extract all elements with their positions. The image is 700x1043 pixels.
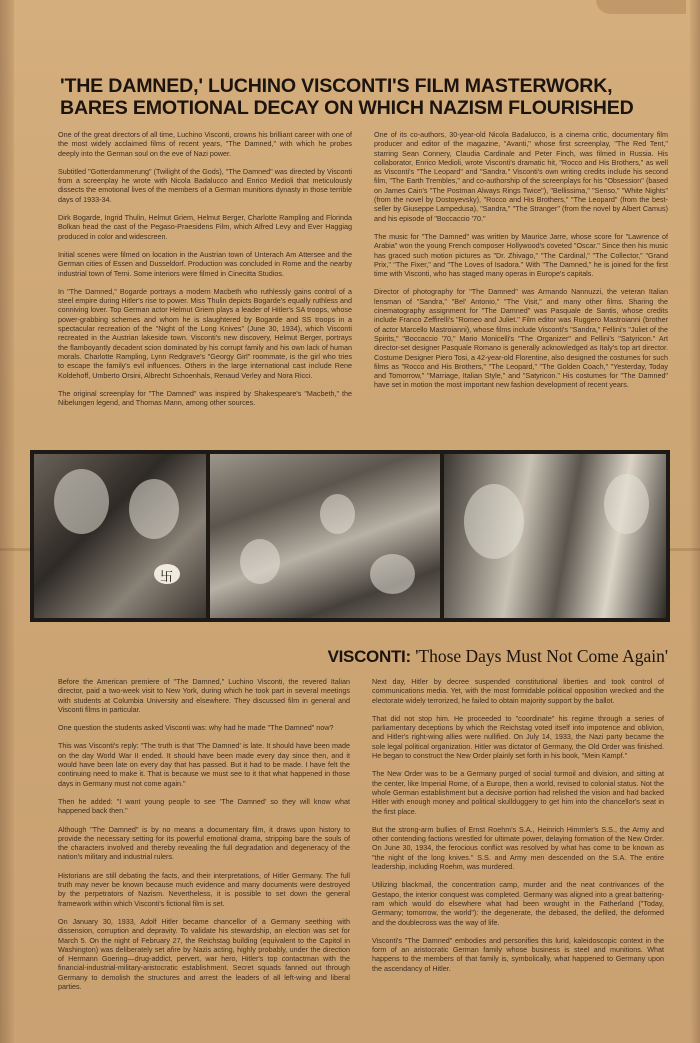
paragraph: But the strong-arm bullies of Ernst Roehm's S.A., Heinrich Himmler's S.S., the Army and other contending factions wrestled for ultimate power, delaying formation of the New Order. On June 30, 1934, the ferocious conflict was resolved by what has come to be known as "the night of the long knives." S.S. and Army men descended on the S.A. The entire leadership, including Roehm, was murdered. xyxy=(372,824,664,872)
paragraph: Subtitled "Gotterdammerung" (Twilight of the Gods), "The Damned" was directed by Visconti from a screenplay he wrote with Nicola Badalucco and Enrico Medioli that meticulously dissects the emotional lives of the members of a German munitions dynasty in those terrible days of 1933-34. xyxy=(58,166,352,204)
bottom-right-column xyxy=(372,677,664,997)
paragraph: Director of photography for "The Damned" was Armando Nannuzzi, the veteran Italian lensman of "Sandra," "Bel' Antonio," "The Visit," and many other films. Sharing the cinematography assignment for "The Damned" was Pasquale de Santis, whose credits include Franco Zeffirelli's "Romeo and Juliet." Film editor was Ruggero Mastroianni (brother of actor Marcello Mastroianni), whose films include Visconti's "Sandra," Fellini's "Juliet of the Spirits," "Boccaccio '70," Mario Monicelli's "The Organizer" and Fellini's "Satyricon." Art director-set designer Pasquale Romano is generally acknowledged as Italy's top art director. Costume Designer Piero Tosi, a 42-year-old Florentine, also designed the costumes for such films as "Rocco and His Brothers," "The Leopard," "The Golden Coach," "Yesterday, Today and Tomorrow," "Marriage, Italian Style," and "Satyricon." His costumes for "The Damned" have set in motion the most important new fashion development of recent years. xyxy=(374,287,668,390)
subheadline-bold: VISCONTI: xyxy=(327,647,416,666)
paragraph: Utilizing blackmail, the concentration camp, murder and the neat contrivances of the Gestapo, the interior conquest was completed. Germany was aligned into a great battering-ram which would do elsewhere what had been wrought in the Fatherland ("Today, Germany; tomorrow, the world"): the degenerate, the debased, the defiled, the deformed and the doublecross was the way of life. xyxy=(372,880,664,927)
paragraph: The New Order was to be a Germany purged of social turmoil and division, and sitting at the center, like Imperial Rome, of a Europe, then a world, revised to colonial status. Not the whole German establishment but a decisive portion had relished the vision and had backed Hitler with enough money and political skullduggery to get him into the chancellor's seat in the first place. xyxy=(372,769,664,816)
torn-corner xyxy=(596,0,686,14)
film-stills-strip xyxy=(30,450,670,622)
film-still-couple xyxy=(34,454,206,618)
paragraph: Dirk Bogarde, Ingrid Thulin, Helmut Griem, Helmut Berger, Charlotte Rampling and Florinda Bolkan head the cast of the Pegaso-Praesidens Film, which Alfred Levy and Ever Haggiag produced in color and widescreen. xyxy=(58,213,352,241)
paragraph: Historians are still debating the facts, and their interpretations, of Hitler Germany. The full truth may never be known because much evidence and many documents were destroyed by the perpetrators of Nazism. Nevertheless, it is possible to set down the general framework within which Visconti's fictional film is set. xyxy=(58,870,350,908)
paragraph: One of the great directors of all time, Luchino Visconti, crowns his brilliant career with one of the most widely acclaimed films of recent years, "The Damned," with which he probes deeply into the German soul on the eve of Nazi power. xyxy=(58,130,352,158)
film-still-portrait xyxy=(444,454,666,618)
paragraph: The original screenplay for "The Damned" was inspired by Shakespeare's "Macbeth," the Nibelungen legend, and Thomas Mann, among other sources. xyxy=(58,388,352,408)
paragraph: Before the American premiere of "The Damned," Luchino Visconti, the revered Italian director, paid a two-week visit to New York, during which he took part in several meetings with students at Columbia University and elsewhere. They discussed film in general and Visconti films in particular. xyxy=(58,677,350,714)
paragraph: Visconti's "The Damned" embodies and personifies this lurid, kaleidoscopic context in the form of an aristocratic German family whose business is steel and munitions. What happens to the members of that family is, symbolically, what happened to Germany upon the ascendancy of Hitler. xyxy=(372,935,664,973)
paragraph: Next day, Hitler by decree suspended constitutional liberties and took control of communications media. Yet, with the most formidable political opposition wrecked and the electorate widely terrorized, he failed to obtain majority support by the ballot. xyxy=(372,677,664,705)
paragraph: Initial scenes were filmed on location in the Austrian town of Unterach Am Attersee and the German cities of Essen and Dusseldorf. Production was concluded in Rome and the nearby industrial town of Terni. Some interiors were filmed in Cinecitta Studios. xyxy=(58,249,352,278)
paper-left-edge xyxy=(0,0,14,1043)
paragraph: The music for "The Damned" was written by Maurice Jarre, whose score for "Lawrence of Arabia" won the young French composer Hollywood's coveted "Oscar." Since then his music has graced such motion pictures as "Dr. Zhivago," "The Cardinal," "The Collector," "Grand Prix," "The Fixer," and "The Loves of Isadora." With "The Damned," he is joined for the first time with Visconti, who has staged many operas in Europe's capitals. xyxy=(374,231,668,279)
paragraph: One of its co-authors, 30-year-old Nicola Badalucco, is a cinema critic, documentary film producer and editor of the magazine, "Avanti," whose first screenplay, "The Red Tent," starring Sean Connery, Claudia Cardinale and Peter Finch, was filmed in Russia. His collaborator, Enrico Medioli, wrote Visconti's dramatic hit, "Rocco and His Brothers," as well as Visconti's "The Leopard" and "Sandra." Visconti's own writing credits include his second film, "The Earth Trembles," and co-authorship of the screenplays for his "Obsession" (based on James Cain's "The Postman Always Rings Twice"), "Bellissima," "Senso," "White Nights" (from the novel by Dostoyevsky), "Rocco and His Brothers," "The Leopard" (from the best-seller by Giuseppe Lampedusa), "Sandra," "The Stranger" (from the novel by Albert Camus) and his episode of "Boccaccio '70." xyxy=(374,130,668,223)
paragraph: On January 30, 1933, Adolf Hitler became chancellor of a Germany seething with dissension, corruption and depravity. To validate his stewardship, an election was set for March 5. On the night of February 27, the Reichstag building (equivalent to the Capitol in Washington) was deliberately set afire by Nazis acting, highly probably, under the direction of Hermann Goering—drug-addict, pervert, war hero, Hitler's top contactman with the financial-industrial-military-aristocratic establishment. Secret squads fanned out through Germany to demolish the structures and arrest the leaders of all left-wing and liberal parties. xyxy=(58,916,350,992)
paragraph: In "The Damned," Bogarde portrays a modern Macbeth who ruthlessly gains control of a steel empire during Hitler's rise to power. Miss Thulin depicts Bogarde's equally ruthless and conniving lover. Top German actor Helmut Griem plays a leader of Hitler's SA troops, whose power-grabbing schemes and whom he is slaughtered by Bogarde and SS troops in a spectacular recreation of the "Night of the Long Knives" (June 30, 1934), which Visconti recreated in the Austrian lakeside town. Visconti's new discovery, Helmut Berger, portrays the flamboyantly decadent scion dominated by his corrupt family and his own lack of human morals. Charlotte Rampling, Lynn Redgrave's "Georgy Girl" roommate, is the girl who tries to escape the family's evil influences. Others in the large international cast include Rene Koldehoff, Umberto Orsini, Albrecht Schoenhals, Renaud Verley and Nora Ricci. xyxy=(58,286,352,380)
paper-right-edge xyxy=(690,0,700,1043)
paragraph: Then he added: "I want young people to see 'The Damned' so they will know what happened back then." xyxy=(58,796,350,816)
top-right-column xyxy=(374,130,668,438)
article-bottom-columns xyxy=(58,677,668,997)
article-top-columns xyxy=(58,130,668,438)
subheadline-quote: 'Those Days Must Not Come Again' xyxy=(415,646,668,666)
paragraph: This was Visconti's reply: "The truth is that 'The Damned' is late. It should have been made on the day World War II ended. It should have been made every day since then, and it would have been late on every day that has passed. But it had to be made. I have felt the continuing need to make it. That is because we must see to it that what happened in those days in Germany must not come again." xyxy=(58,741,350,788)
paragraph: That did not stop him. He proceeded to "coordinate" his regime through a series of parliamentary deceptions by which the Reichstag voted itself into impotence and oblivion, and Hitler's right-wing allies were nullified. On July 14, 1933, the Nazi party became the sole legal political organization. Hitler was dictator of Germany, the Old Order was finished. He began to construct the New Order plainly set forth in his book, "Mein Kampf." xyxy=(372,713,664,761)
paragraph: One question the students asked Visconti was: why had he made "The Damned" now? xyxy=(58,723,334,733)
headline: 'THE DAMNED,' LUCHINO VISCONTI'S FILM MASTERWORK, BARES EMOTIONAL DECAY ON WHICH NAZISM FLOURISHED xyxy=(60,75,634,119)
film-still-crowd xyxy=(210,454,440,618)
top-left-column xyxy=(58,130,352,438)
bottom-left-column xyxy=(58,677,350,997)
swastika-armband-icon xyxy=(154,564,180,584)
subheadline xyxy=(228,645,668,668)
paragraph: Although "The Damned" is by no means a documentary film, it draws upon history to provide the necessary setting for its powerful emotional drama, stripping bare the souls of the characters involved and thereby revealing the full degradation and degeneracy of the nation's military and industrial rulers. xyxy=(58,824,350,862)
